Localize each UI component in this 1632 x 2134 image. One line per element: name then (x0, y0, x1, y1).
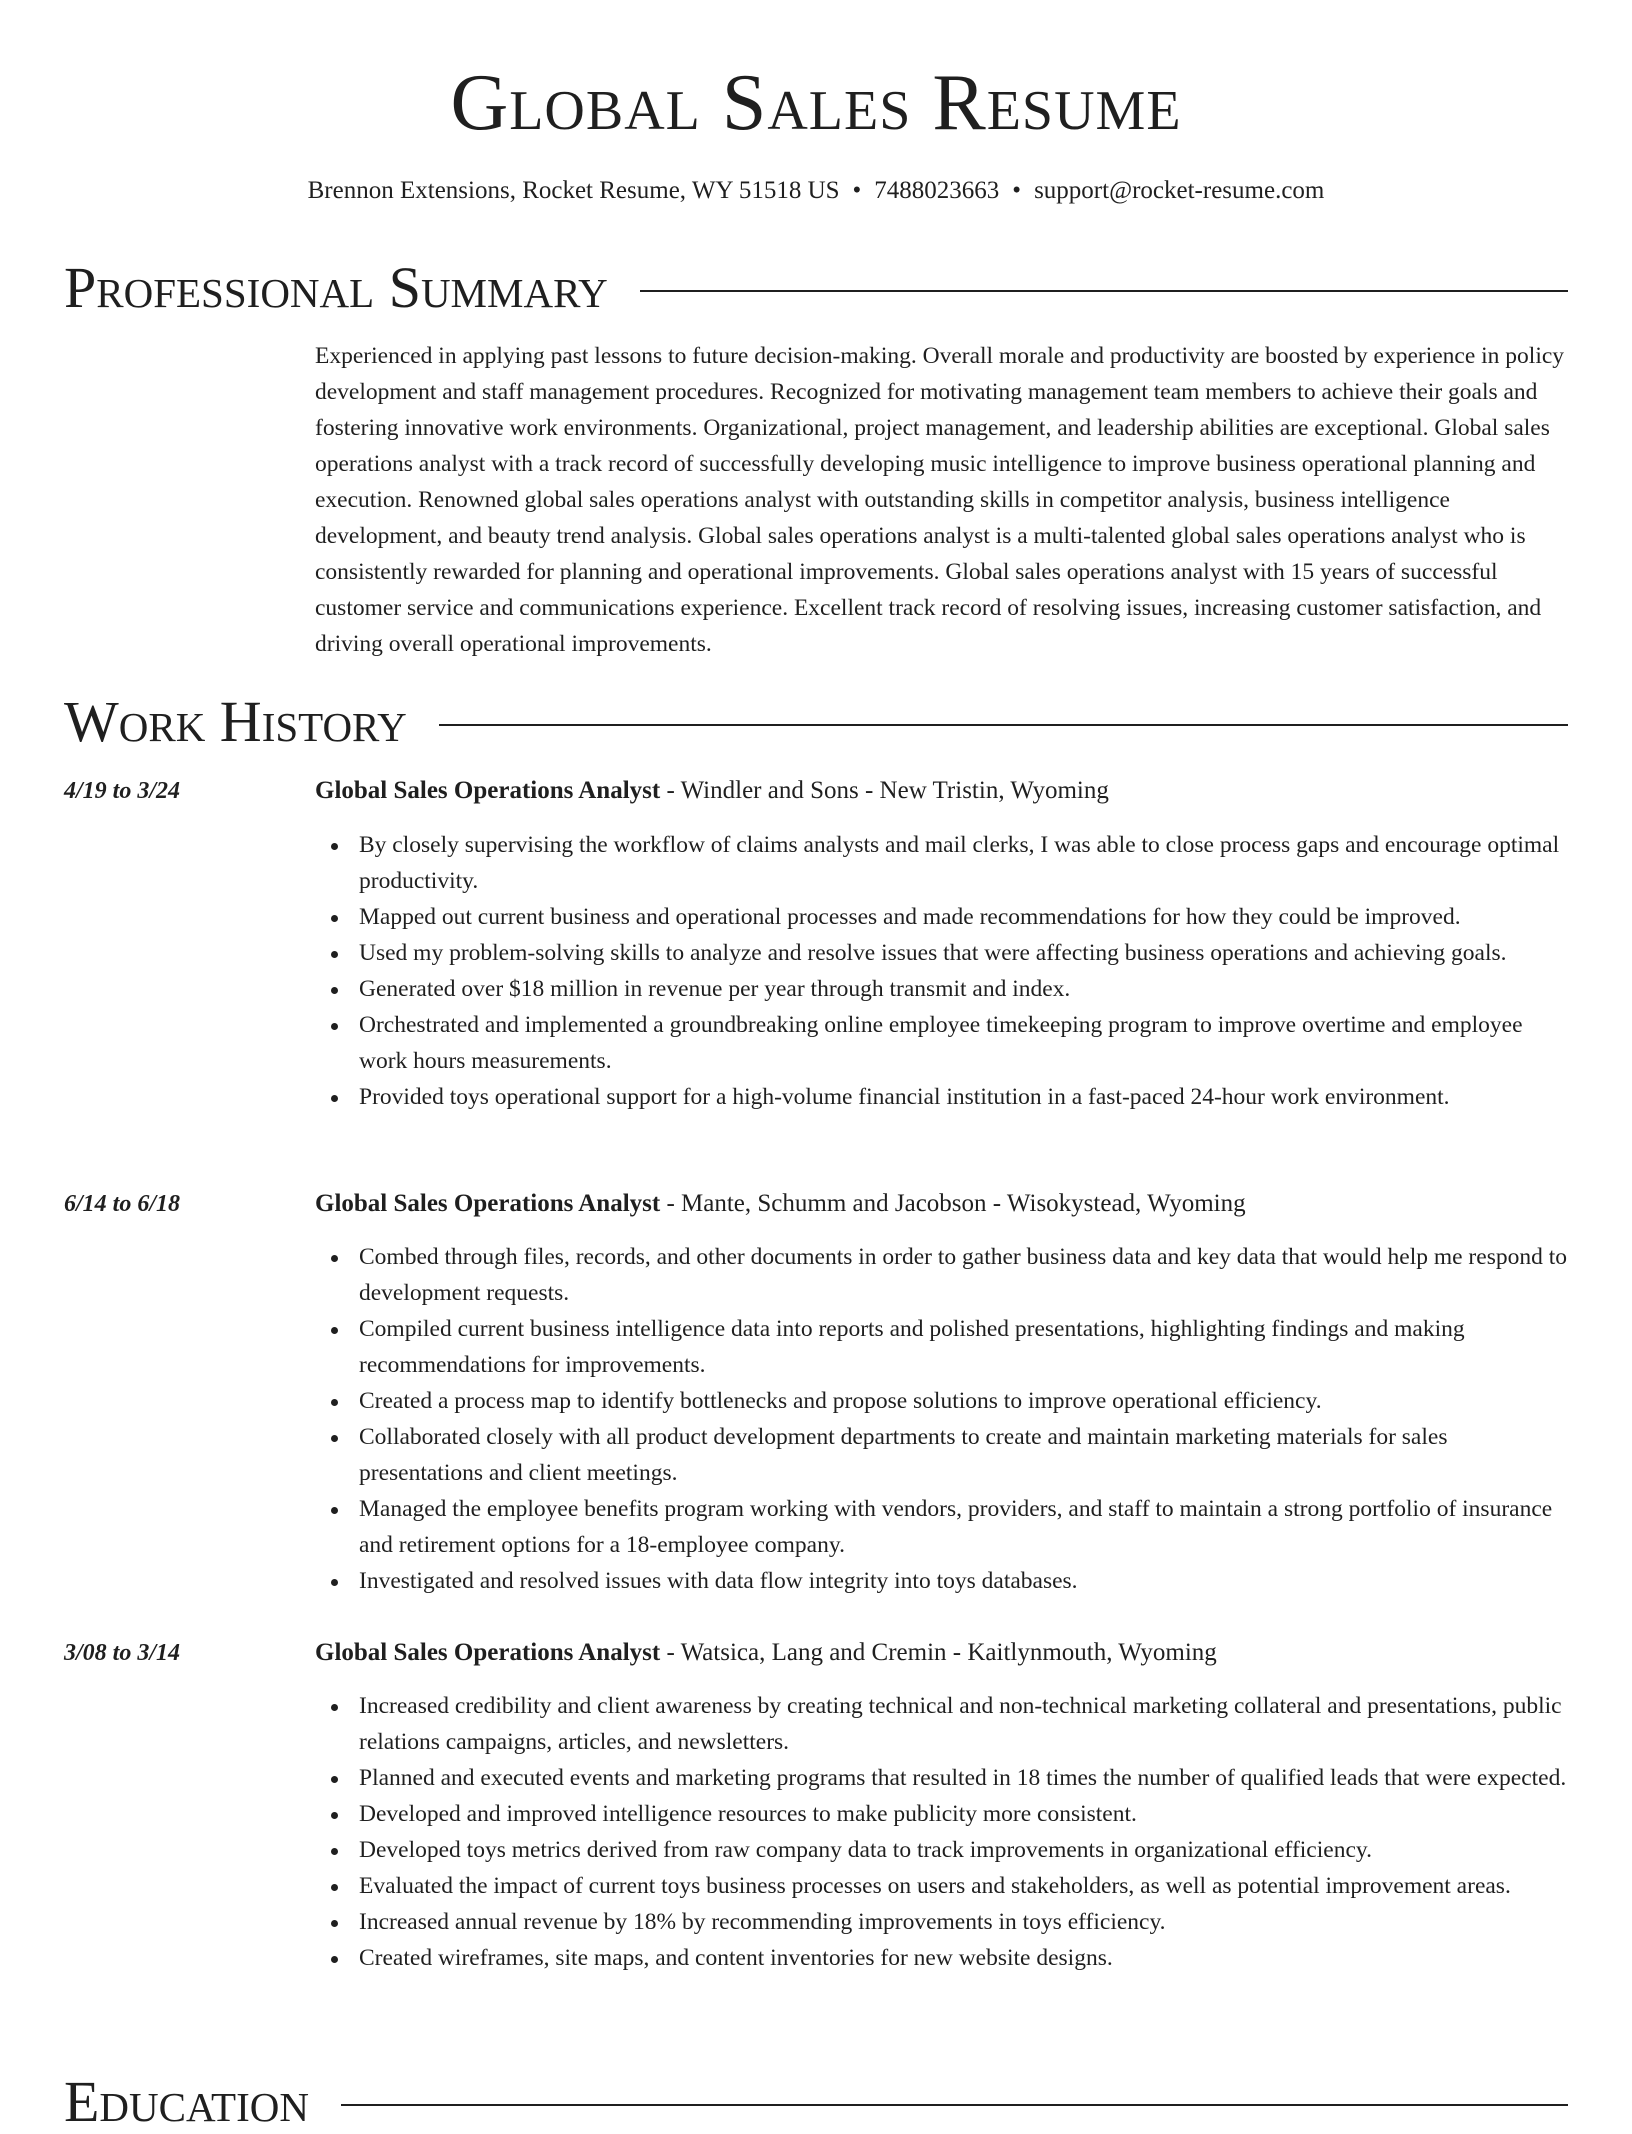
contact-separator: • (852, 177, 862, 204)
job-bullet: Evaluated the impact of current toys business processes on users and stakeholders, as well as potential improvement areas. (315, 1868, 1568, 1904)
summary-section-header (64, 255, 1568, 320)
job-bullets (315, 827, 1568, 1115)
job-date: 6/14 to 6/18 (64, 1191, 181, 1217)
work-section-header (64, 689, 1568, 754)
contact-separator: • (1012, 177, 1022, 204)
job-bullet: Compiled current business intelligence data into reports and polished presentations, highlighting findings and making recommendations for improvements. (315, 1311, 1568, 1383)
section-divider (341, 2104, 1568, 2106)
contact-address: Brennon Extensions, Rocket Resume, WY 51518 US (307, 177, 840, 204)
job-heading (315, 774, 1565, 808)
job-bullet: Created a process map to identify bottlenecks and propose solutions to improve operational efficiency. (315, 1383, 1568, 1419)
job-company-location: - Windler and Sons - New Tristin, Wyoming (660, 777, 1109, 804)
job-bullet: Created wireframes, site maps, and content inventories for new website designs. (315, 1940, 1568, 1976)
job-bullet: Increased annual revenue by 18% by recommending improvements in toys efficiency. (315, 1904, 1568, 1940)
job-bullet: Provided toys operational support for a high-volume financial institution in a fast-paced 24-hour work environment. (315, 1079, 1568, 1115)
job-heading (315, 1636, 1565, 1670)
education-section-header (64, 2069, 1568, 2134)
job-bullet: Increased credibility and client awareness by creating technical and non-technical marketing collateral and presentations, public relations campaigns, articles, and newsletters. (315, 1688, 1568, 1760)
job-bullet: Combed through files, records, and other documents in order to gather business data and key data that would help me respond to development requests. (315, 1239, 1568, 1311)
summary-section-title: Professional Summary (64, 255, 608, 320)
section-divider (439, 724, 1568, 726)
job-bullet: Used my problem-solving skills to analyze and resolve issues that were affecting business operations and achieving goals. (315, 935, 1568, 971)
job-company-location: - Mante, Schumm and Jacobson - Wisokystead, Wyoming (660, 1190, 1246, 1217)
contact-email: support@rocket-resume.com (1034, 177, 1325, 204)
job-company-location: - Watsica, Lang and Cremin - Kaitlynmouth, Wyoming (660, 1639, 1217, 1666)
education-section-title: Education (64, 2069, 309, 2134)
job-date: 4/19 to 3/24 (64, 778, 181, 804)
job-title: Global Sales Operations Analyst (315, 1639, 661, 1666)
section-divider (640, 290, 1568, 292)
work-section-title: Work History (64, 689, 407, 754)
job-title: Global Sales Operations Analyst (315, 777, 661, 804)
summary-text: Experienced in applying past lessons to future decision-making. Overall morale and productivity are boosted by experience in policy development and staff management procedures. Recognized for motivating management team members to achieve their goals and fostering innovative work environments. Organizational, project management, and leadership abilities are exceptional. Global sales operations analyst with a track record of successfully developing music intelligence to improve business operational planning and execution. Renowned global sales operations analyst with outstanding skills in competitor analysis, business intelligence development, and beauty trend analysis. Global sales operations analyst is a multi-talented global sales operations analyst who is consistently rewarded for planning and operational improvements. Global sales operations analyst with 15 years of successful customer service and communications experience. Excellent track record of resolving issues, increasing customer satisfaction, and driving overall operational improvements. (315, 343, 1565, 657)
job-bullet: Investigated and resolved issues with data flow integrity into toys databases. (315, 1563, 1568, 1599)
resume-title: Global Sales Resume (450, 59, 1182, 147)
job-bullet: By closely supervising the workflow of claims analysts and mail clerks, I was able to close process gaps and encourage optimal productivity. (315, 827, 1568, 899)
job-title: Global Sales Operations Analyst (315, 1190, 661, 1217)
contact-phone: 7488023663 (874, 177, 1000, 204)
job-bullet: Managed the employee benefits program working with vendors, providers, and staff to maintain a strong portfolio of insurance and retirement options for a 18-employee company. (315, 1491, 1568, 1563)
job-bullet: Collaborated closely with all product development departments to create and maintain marketing materials for sales presentations and client meetings. (315, 1419, 1568, 1491)
job-bullet: Planned and executed events and marketing programs that resulted in 18 times the number of qualified leads that were expected. (315, 1760, 1568, 1796)
job-date: 3/08 to 3/14 (64, 1640, 181, 1666)
job-bullet: Developed toys metrics derived from raw company data to track improvements in organizational efficiency. (315, 1832, 1568, 1868)
job-bullet: Developed and improved intelligence resources to make publicity more consistent. (315, 1796, 1568, 1832)
job-bullet: Generated over $18 million in revenue per year through transmit and index. (315, 971, 1568, 1007)
job-bullets (315, 1239, 1568, 1599)
job-bullets (315, 1688, 1568, 1976)
job-bullet: Mapped out current business and operational processes and made recommendations for how they could be improved. (315, 899, 1568, 935)
job-bullet: Orchestrated and implemented a groundbreaking online employee timekeeping program to improve overtime and employee work hours measurements. (315, 1007, 1568, 1079)
job-heading (315, 1187, 1565, 1221)
contact-line (0, 174, 1632, 208)
